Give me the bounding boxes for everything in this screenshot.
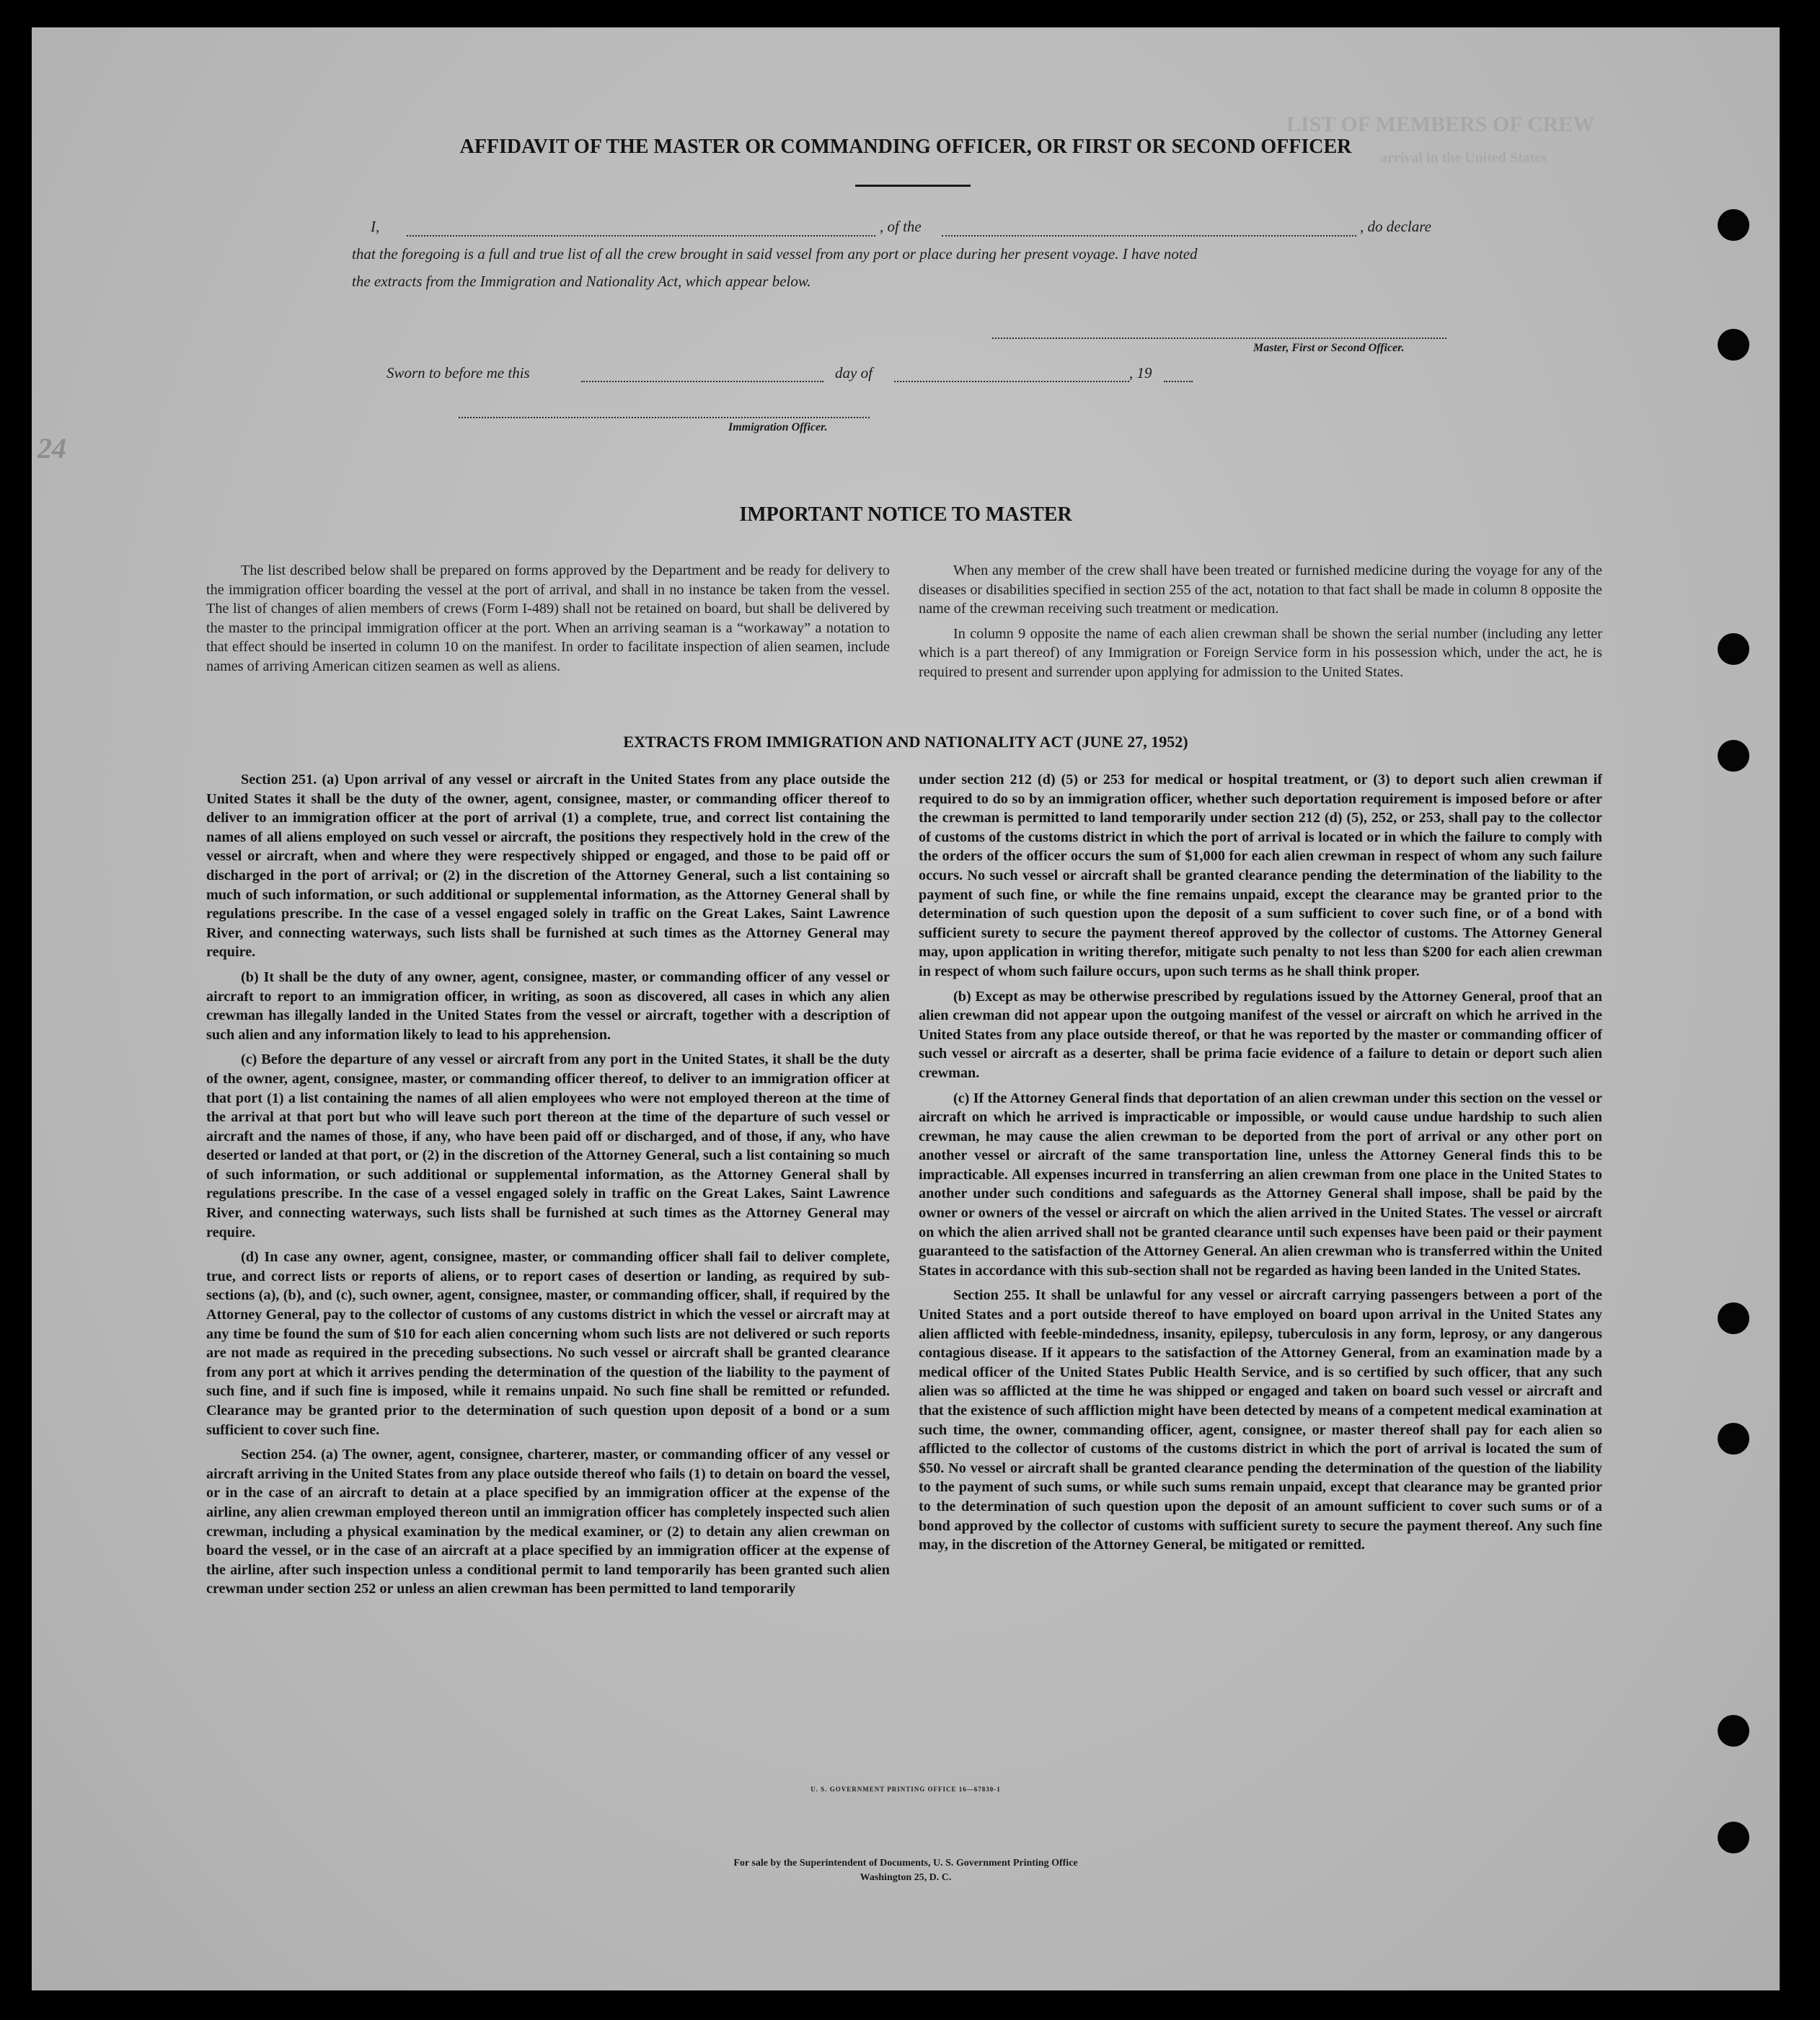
bleed-through-text: arrival in the United States: [1380, 150, 1547, 166]
notice-paragraph: In column 9 opposite the name of each alien crewman shall be shown the serial number (including any letter which is a part thereof) of any Immigration or Foreign Service form in his possession which, under the act, he is required to present and surrender upon applying for admission to the United States.: [919, 625, 1602, 680]
extract-paragraph: Section 254. (a) The owner, agent, consignee, charterer, master, or commanding officer of any vessel or aircraft arriving in the United States from any place outside thereof who fails (1) to detain on board the vessel, or in the case of an aircraft to detain at a place specified by an immigration officer at the expense of the airline, any alien crewman employed thereon until an immigration officer has completely inspected such alien crewman, including a physical examination by the medical examiner, or (2) to detain any alien crewman on board the vessel, or in the case of an aircraft at a place specified by an immigration officer at the expense of the airline, after such inspection unless a conditional permit to land temporarily has been granted such alien crewman under section 252 or unless an alien crewman has been permitted to land temporarily: [206, 1447, 890, 1597]
affidavit-do-declare: , do declare: [1360, 218, 1431, 235]
affidavit-line3: the extracts from the Immigration and Nationality Act, which appear below.: [352, 273, 811, 290]
punch-hole: [1718, 633, 1749, 665]
extracts-right-column: [919, 770, 1602, 1561]
affidavit-of-the: , of the: [880, 218, 922, 235]
sworn-month-field[interactable]: [894, 381, 1129, 382]
notice-paragraph: The list described below shall be prepared on forms approved by the Department and be ready for delivery to the immigration officer boarding the vessel at the port of arrival, and shall in no instance be taken from the vessel. The list of changes of alien members of crews (Form I-489) shall not be retained on board, but shall be delivered by the master to the principal immigration officer at the port. When an arriving seaman is a “workaway” a notation to that effect should be inserted in column 10 on the manifest. In order to facilitate inspection of alien seamen, include names of arriving American citizen seamen as well as aliens.: [206, 563, 890, 674]
punch-hole: [1718, 1302, 1749, 1334]
extract-paragraph: (d) In case any owner, agent, consignee, master, or commanding officer shall fail to deliver complete, true, and correct lists or reports of aliens, or to report cases of desertion or landing, as required by sub-sections (a), (b), and (c), such owner, agent, consignee, master, or commanding officer, shall, if required by the Attorney General, pay to the collector of customs of any customs district in which the vessel or aircraft may at any time be found the sum of $10 for each alien concerning whom such lists are not delivered or such reports are not made as required in the preceding subsections. No such vessel or aircraft shall be granted clearance from any port at which it arrives pending the determination of the question of the liability to the payment of such fine, and if such fine is imposed, while it remains unpaid. No such fine shall be remitted or refunded. Clearance may be granted prior to the determination of such question upon deposit of a bond or a sum sufficient to cover such fine.: [206, 1249, 890, 1438]
declarant-name-field[interactable]: [407, 235, 875, 237]
extract-paragraph: Section 255. It shall be unlawful for any vessel or aircraft carrying passengers between a port of the United States and a port outside thereof to have employed on board upon arrival in the United States any alien afflicted with feeble-mindedness, insanity, epilepsy, tuberculosis in any form, leprosy, or any dangerous contagious disease. If it appears to the satisfaction of the Attorney General, from an examination made by a medical officer of the United States Public Health Service, and is so certified by such officer, that any such alien was so afflicted at the time he was shipped or engaged and taken on board such vessel or aircraft and that the existence of such affliction might have been detected by means of a competent medical examination at such time, the owner, commanding officer, agent, consignee, or master thereof shall pay for each alien so afflicted to the collector of customs of the customs district in which the port of arrival is located the sum of $50. No vessel or aircraft shall be granted clearance pending the determination of the question of the liability to the payment of such sums, or while such sums remain unpaid, except that clearance may be granted prior to the determination of such question upon the deposit of an amount sufficient to cover such sums or of a bond approved by the collector of customs with sufficient surety to secure the payment thereof. Any such fine may, in the discretion of the Attorney General, be mitigated or remitted.: [919, 1287, 1602, 1553]
affidavit-title: AFFIDAVIT OF THE MASTER OR COMMANDING OFFICER, OR FIRST OR SECOND OFFICER: [459, 136, 1352, 158]
affidavit-line2: that the foregoing is a full and true list of all the crew brought in said vessel from any port or place during her present voyage. I have noted: [352, 245, 1198, 263]
extract-paragraph: (c) Before the departure of any vessel or aircraft from any port in the United States, it shall be the duty of the owner, agent, consignee, master, or commanding officer thereof, to deliver to an immigration officer at that port (1) a list containing the names of all alien employees who were not employed thereon at the time of the arrival at that port but who will leave such port thereon at the time of the departure of such vessel or aircraft and the names of those, if any, who have been paid off or discharged, and of those, if any, who have deserted or landed at that port, or (2) in the discretion of the Attorney General, such a list containing so much of such information, or such additional or supplemental information, as the Attorney General shall by regulations prescribe. In the case of a vessel engaged solely in traffic on the Great Lakes, Saint Lawrence River, and connecting waterways, such lists shall be furnished at such times as the Attorney General may require.: [206, 1051, 890, 1240]
officer-signature-label: Immigration Officer.: [728, 421, 828, 433]
extract-paragraph: under section 212 (d) (5) or 253 for medical or hospital treatment, or (3) to deport such alien crewman if required to do so by an immigration officer, whether such deportation requirement is imposed before or after the crewman is permitted to land temporarily under section 212 (d) (5), 252, or 253, shall pay to the collector of customs of the customs district in which the port of arrival is located or in which the failure to comply with the orders of the officer occurs the sum of $1,000 for each alien crewman in respect of whom any such failure occurs. No such vessel or aircraft shall be granted clearance pending the determination of the liability to the payment of such fine, or while the fine remains unpaid, except the clearance may be granted prior to the determination of such question upon the deposit of a sum sufficient to cover such fine, or of a bond with sufficient surety to secure the payment thereof approved by the collector of customs. The Attorney General may, upon application in writing therefor, mitigate such penalty to not less than $200 for each alien crewman in respect of whom such failure occurs, upon such terms as he shall think proper.: [919, 772, 1602, 979]
sworn-label: Sworn to before me this: [386, 364, 530, 381]
master-signature-line[interactable]: [992, 338, 1446, 339]
punch-hole: [1718, 1423, 1749, 1455]
master-signature-label: Master, First or Second Officer.: [1253, 342, 1405, 354]
notice-right-column: [919, 561, 1602, 688]
extracts-left-column: [206, 770, 890, 1605]
vessel-name-field[interactable]: [942, 235, 1356, 237]
printing-office-imprint: U. S. GOVERNMENT PRINTING OFFICE 16—67830-1: [810, 1786, 1001, 1793]
notice-title: IMPORTANT NOTICE TO MASTER: [739, 503, 1072, 526]
notice-paragraph: When any member of the crew shall have been treated or furnished medicine during the voyage for any of the diseases or disabilities specified in section 255 of the act, notation to that fact shall be made in column 8 opposite the name of the crewman receiving such treatment or medication.: [919, 563, 1602, 617]
title-rule: [855, 185, 971, 187]
officer-signature-line[interactable]: [459, 417, 870, 418]
bleed-through-text: LIST OF MEMBERS OF CREW: [1286, 113, 1595, 136]
notice-left-column: [206, 561, 890, 682]
extract-paragraph: (b) Except as may be otherwise prescribed by regulations issued by the Attorney General, proof that an alien crewman did not appear upon the outgoing manifest of the vessel or aircraft on which he arrived in the United States from any place outside thereof, or that he was reported by the master or commanding officer of such vessel or aircraft as a deserter, shall be prima facie evidence of a failure to detain or deport such alien crewman.: [919, 988, 1602, 1081]
punch-hole: [1718, 1715, 1749, 1747]
extract-paragraph: Section 251. (a) Upon arrival of any vessel or aircraft in the United States from any place outside the United States it shall be the duty of the owner, agent, consignee, master, or commanding officer thereof to deliver to an immigration officer at the port of arrival (1) a complete, true, and correct list containing the names of all aliens employed on such vessel or aircraft, the positions they respectively hold in the crew of the vessel or aircraft, when and where they were respectively shipped or engaged, and those to be paid off or discharged in the port of arrival; or (2) in the discretion of the Attorney General, such a list containing so much of such information, or such additional or supplemental information, as the Attorney General shall by regulations prescribe. In the case of a vessel engaged solely in traffic on the Great Lakes, Saint Lawrence River, and connecting waterways, such lists shall be furnished at such times as the Attorney General may require.: [206, 772, 890, 961]
affidavit-i-label: I,: [371, 218, 380, 235]
washington-address: Washington 25, D. C.: [860, 1872, 952, 1883]
punch-hole: [1718, 329, 1749, 361]
sworn-year-field[interactable]: [1164, 381, 1193, 382]
margin-mark: 24: [37, 432, 66, 464]
extracts-title: EXTRACTS FROM IMMIGRATION AND NATIONALITY ACT (JUNE 27, 1952): [623, 733, 1188, 751]
punch-hole: [1718, 1822, 1749, 1853]
extract-paragraph: (b) It shall be the duty of any owner, agent, consignee, master, or commanding officer of any vessel or aircraft to report to an immigration officer, in writing, as soon as discovered, all cases in which any alien crewman has illegally landed in the United States from the vessel or aircraft, together with a description of such alien and any information likely to lead to his apprehension.: [206, 969, 890, 1043]
year-label: , 19: [1129, 364, 1152, 381]
for-sale-note: For sale by the Superintendent of Documents, U. S. Government Printing Office: [733, 1858, 1078, 1869]
extract-paragraph: (c) If the Attorney General finds that deportation of an alien crewman under this section on the vessel or aircraft on which he arrived is impracticable or impossible, or would cause undue hardship to such alien crewman, he may cause the alien crewman to be deported from the port of arrival or any other port on another vessel or aircraft of the same transportation line, unless the Attorney General finds this to be impracticable. All expenses incurred in transferring an alien crewman from one place in the United States to another under such conditions and safeguards as the Attorney General shall impose, shall be paid by the owner or owners of the vessel or aircraft on which the alien arrived in the United States. The vessel or aircraft on which the alien arrived shall not be granted clearance until such expenses have been paid or their payment guaranteed to the satisfaction of the Attorney General. An alien crewman who is transferred within the United States in accordance with this sub-section shall not be regarded as having been landed in the United States.: [919, 1090, 1602, 1279]
document-page: [32, 27, 1780, 1990]
sworn-day-field[interactable]: [581, 381, 823, 382]
day-of-label: day of: [835, 364, 873, 381]
punch-hole: [1718, 209, 1749, 241]
